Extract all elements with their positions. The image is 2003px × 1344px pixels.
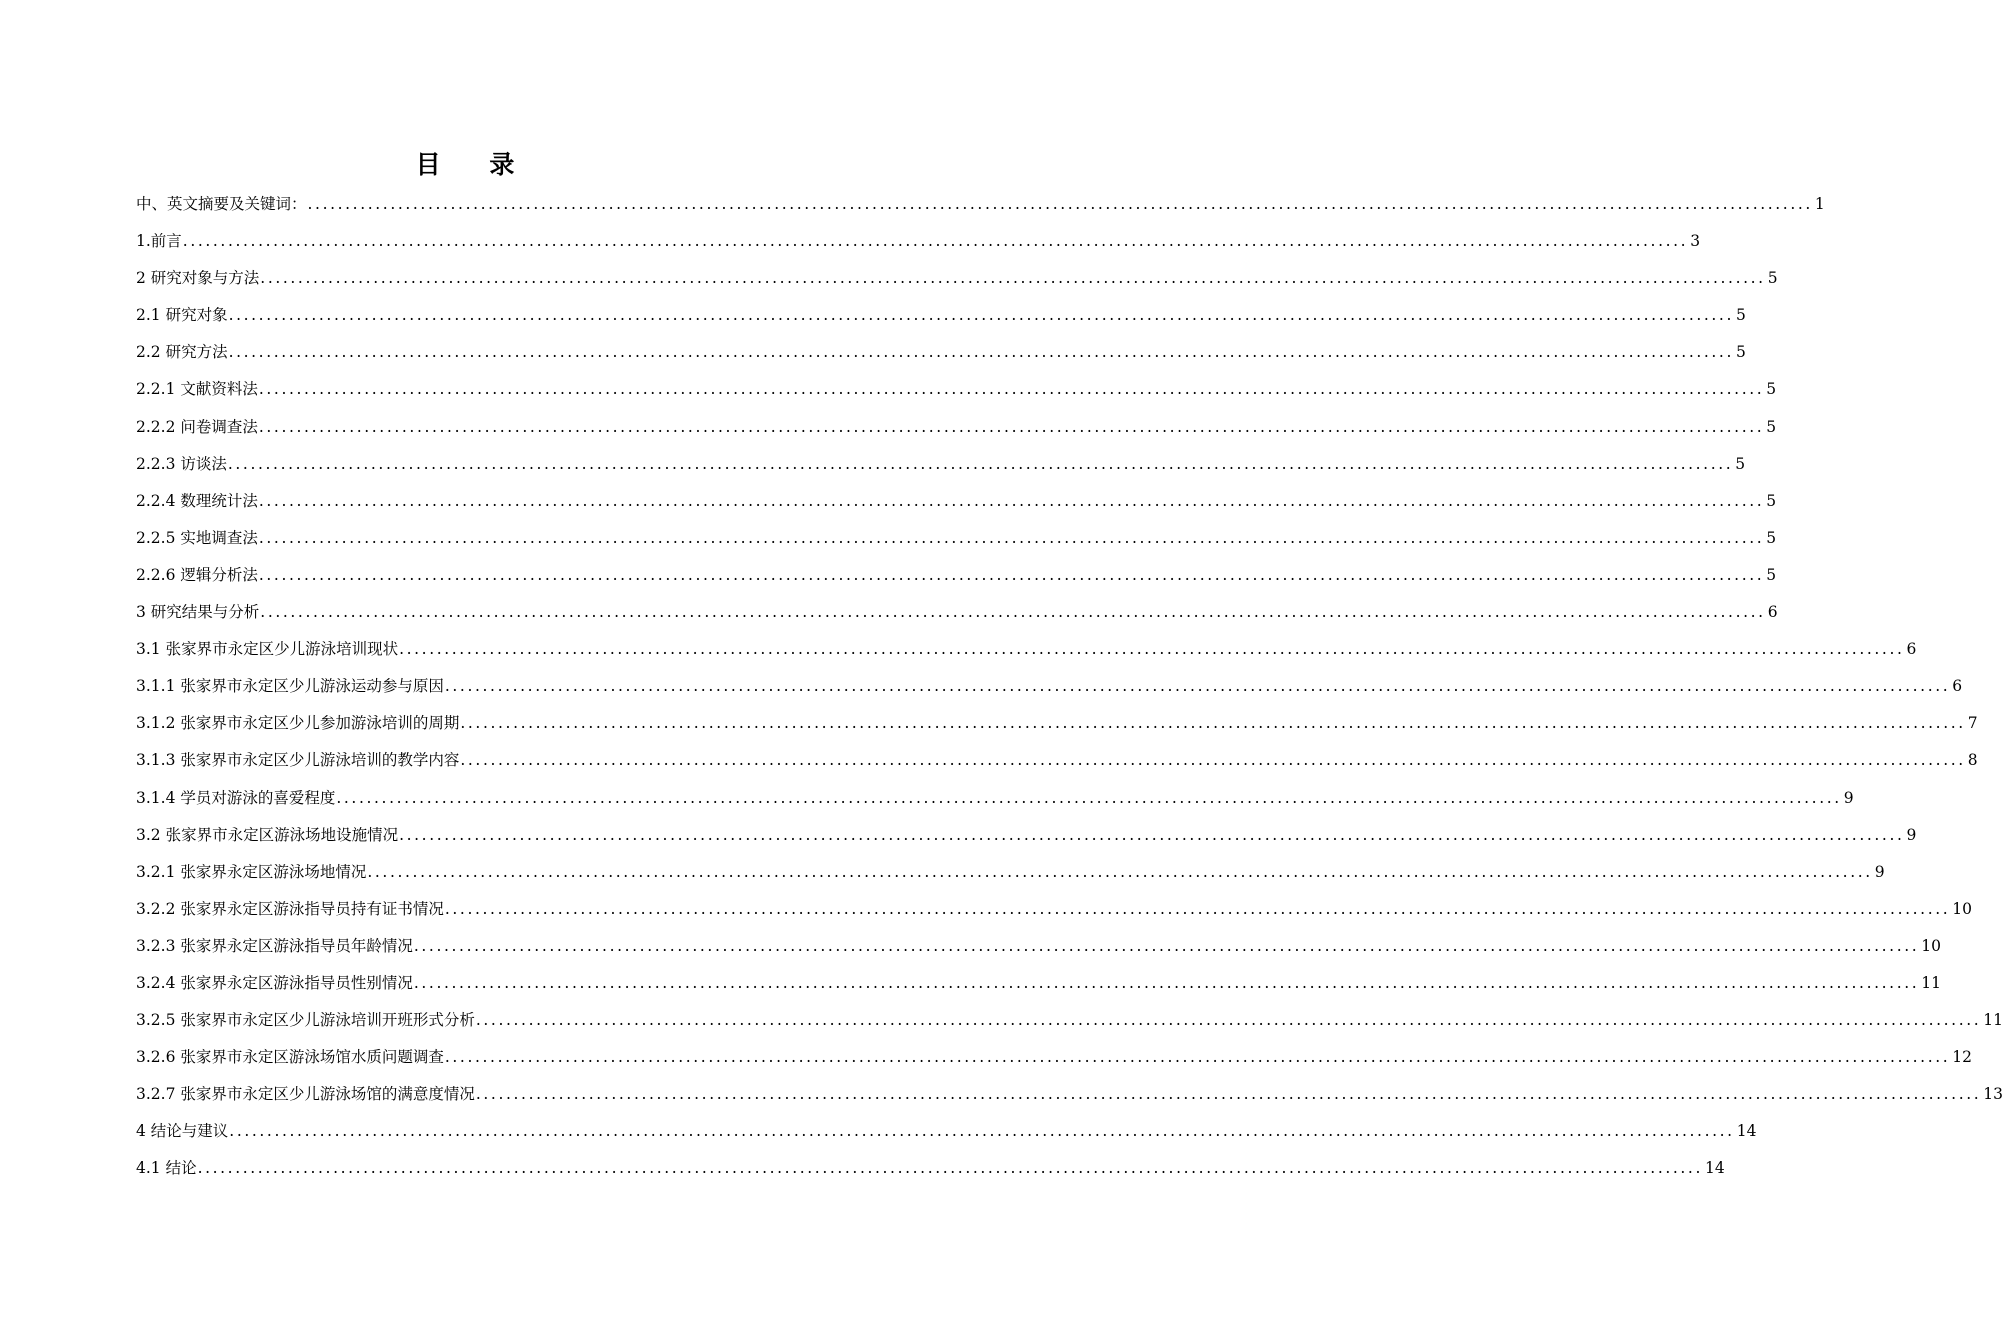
toc-dot-leader: ........................................................................................................................................................................................................: [182, 232, 1689, 251]
toc-dot-leader: ........................................................................................................................................................................................................: [228, 306, 1734, 325]
toc-entry-label: 3.1 张家界市永定区少儿游泳培训现状: [136, 640, 399, 659]
toc-dot-leader: ........................................................................................................................................................................................................: [460, 751, 1966, 770]
toc-entry-page-number: 5: [1766, 417, 1777, 436]
toc-entry: [136, 594, 1778, 631]
toc-entry-label: 3.2.3 张家界永定区游泳指导员年龄情况: [136, 936, 413, 955]
toc-dot-leader: ........................................................................................................................................................................................................: [229, 1122, 1735, 1141]
toc-entry-label: 3.2.4 张家界永定区游泳指导员性别情况: [136, 973, 413, 992]
toc-entry-label: 3.1.2 张家界市永定区少儿参加游泳培训的周期: [136, 714, 460, 733]
toc-entry-page-number: 5: [1735, 343, 1746, 362]
toc-dot-leader: ........................................................................................................................................................................................................: [444, 1048, 1951, 1067]
toc-entry-label: 3.1.3 张家界市永定区少儿游泳培训的教学内容: [136, 751, 460, 770]
toc-entry-page-number: 9: [1874, 862, 1885, 881]
toc-entry-label: 2.2.5 实地调查法: [136, 528, 258, 547]
toc-entry-page-number: 6: [1906, 640, 1917, 659]
toc-entry-page-number: 5: [1766, 380, 1777, 399]
toc-title: 目 录: [415, 150, 535, 179]
toc-entry-page-number: 10: [1921, 936, 1942, 955]
toc-entry-page-number: 5: [1735, 454, 1746, 473]
toc-entry: [136, 557, 1777, 594]
toc-entry-label: 3.2 张家界市永定区游泳场地设施情况: [136, 825, 399, 844]
toc-entry-page-number: 14: [1704, 1159, 1725, 1178]
toc-entry-page-number: 13: [1983, 1085, 2003, 1104]
toc-dot-leader: ........................................................................................................................................................................................................: [367, 862, 1873, 881]
toc-entry: [136, 483, 1777, 520]
toc-entry-page-number: 14: [1736, 1122, 1757, 1141]
toc-entry-label: 3.1.1 张家界市永定区少儿游泳运动参与原因: [136, 677, 444, 696]
toc-entry: [136, 223, 1701, 260]
toc-entry: [136, 854, 1885, 891]
toc-entry-page-number: 8: [1967, 751, 1978, 770]
toc-list: [136, 186, 2003, 1188]
toc-entry-label: 1.前言: [136, 232, 182, 251]
toc-dot-leader: ........................................................................................................................................................................................................: [258, 565, 1765, 584]
toc-entry: [136, 186, 1825, 223]
toc-entry-page-number: 9: [1906, 825, 1917, 844]
toc-dot-leader: ........................................................................................................................................................................................................: [228, 343, 1734, 362]
toc-entry-page-number: 1: [1814, 195, 1825, 213]
toc-entry-label: 2.2.3 访谈法: [136, 454, 227, 473]
toc-entry-label: 3.1.4 学员对游泳的喜爱程度: [136, 788, 336, 807]
toc-entry-label: 中、英文摘要及关键词：: [136, 195, 307, 213]
toc-entry: [136, 668, 1963, 705]
toc-entry: [136, 965, 1942, 1002]
toc-entry: [136, 780, 1854, 817]
toc-entry-label: 4 结论与建议: [136, 1122, 229, 1141]
toc-entry: [136, 928, 1942, 965]
toc-entry-page-number: 6: [1767, 603, 1778, 622]
toc-entry: [136, 446, 1746, 483]
toc-entry-page-number: 11: [1983, 1011, 2003, 1030]
toc-entry: [136, 1039, 1973, 1076]
toc-entry-page-number: 5: [1766, 528, 1777, 547]
toc-entry: [136, 631, 1917, 668]
toc-entry-label: 2.2 研究方法: [136, 343, 228, 362]
toc-entry-page-number: 10: [1952, 899, 1973, 918]
toc-entry-label: 2 研究对象与方法: [136, 269, 260, 288]
toc-entry-page-number: 7: [1967, 714, 1978, 733]
toc-dot-leader: ........................................................................................................................................................................................................: [413, 936, 1920, 955]
toc-dot-leader: ........................................................................................................................................................................................................: [444, 677, 1951, 696]
toc-entry-page-number: 3: [1690, 232, 1701, 251]
toc-dot-leader: ........................................................................................................................................................................................................: [260, 603, 1766, 622]
toc-entry-label: 2.2.1 文献资料法: [136, 380, 258, 399]
toc-entry: [136, 260, 1778, 297]
toc-entry-label: 2.2.2 问卷调查法: [136, 417, 258, 436]
toc-entry-page-number: 5: [1735, 306, 1746, 325]
toc-entry: [136, 520, 1777, 557]
toc-dot-leader: ........................................................................................................................................................................................................: [258, 528, 1765, 547]
toc-entry-page-number: 9: [1843, 788, 1854, 807]
toc-dot-leader: ........................................................................................................................................................................................................: [258, 491, 1765, 510]
toc-entry-label: 3.2.5 张家界市永定区少儿游泳培训开班形式分析: [136, 1011, 475, 1030]
toc-entry-page-number: 5: [1766, 491, 1777, 510]
toc-dot-leader: ........................................................................................................................................................................................................: [307, 195, 1813, 213]
toc-dot-leader: ........................................................................................................................................................................................................: [444, 899, 1951, 918]
toc-entry-page-number: 6: [1952, 677, 1963, 696]
toc-entry-label: 2.1 研究对象: [136, 306, 228, 325]
toc-entry-label: 3 研究结果与分析: [136, 603, 260, 622]
toc-entry-label: 3.2.7 张家界市永定区少儿游泳场馆的满意度情况: [136, 1085, 475, 1104]
toc-entry-page-number: 5: [1766, 565, 1777, 584]
toc-entry-page-number: 11: [1921, 973, 1942, 992]
toc-entry: [136, 371, 1777, 408]
toc-dot-leader: ........................................................................................................................................................................................................: [227, 454, 1734, 473]
toc-entry: [136, 409, 1777, 446]
toc-dot-leader: ........................................................................................................................................................................................................: [399, 825, 1905, 844]
toc-entry-label: 2.2.6 逻辑分析法: [136, 565, 258, 584]
toc-entry: [136, 891, 1973, 928]
toc-entry-page-number: 5: [1767, 269, 1778, 288]
toc-dot-leader: ........................................................................................................................................................................................................: [197, 1159, 1703, 1178]
toc-dot-leader: ........................................................................................................................................................................................................: [258, 380, 1765, 399]
toc-entry: [136, 705, 1978, 742]
toc-dot-leader: ........................................................................................................................................................................................................: [413, 973, 1920, 992]
toc-entry: [136, 297, 1746, 334]
toc-entry: [136, 1076, 2003, 1113]
toc-entry-label: 3.2.1 张家界永定区游泳场地情况: [136, 862, 367, 881]
toc-dot-leader: ........................................................................................................................................................................................................: [336, 788, 1842, 807]
toc-entry: [136, 334, 1746, 371]
toc-entry-label: 3.2.2 张家界永定区游泳指导员持有证书情况: [136, 899, 444, 918]
toc-entry-page-number: 12: [1952, 1048, 1973, 1067]
toc-entry: [136, 742, 1978, 779]
toc-entry: [136, 817, 1917, 854]
toc-dot-leader: ........................................................................................................................................................................................................: [460, 714, 1966, 733]
toc-entry: [136, 1150, 1725, 1187]
toc-entry-label: 4.1 结论: [136, 1159, 197, 1178]
toc-dot-leader: ........................................................................................................................................................................................................: [475, 1085, 1982, 1104]
toc-dot-leader: ........................................................................................................................................................................................................: [260, 269, 1766, 288]
toc-entry: [136, 1113, 1757, 1150]
toc-entry: [136, 1002, 2003, 1039]
toc-entry-label: 3.2.6 张家界市永定区游泳场馆水质问题调查: [136, 1048, 444, 1067]
toc-dot-leader: ........................................................................................................................................................................................................: [399, 640, 1905, 659]
toc-dot-leader: ........................................................................................................................................................................................................: [258, 417, 1765, 436]
toc-entry-label: 2.2.4 数理统计法: [136, 491, 258, 510]
toc-dot-leader: ........................................................................................................................................................................................................: [475, 1011, 1982, 1030]
